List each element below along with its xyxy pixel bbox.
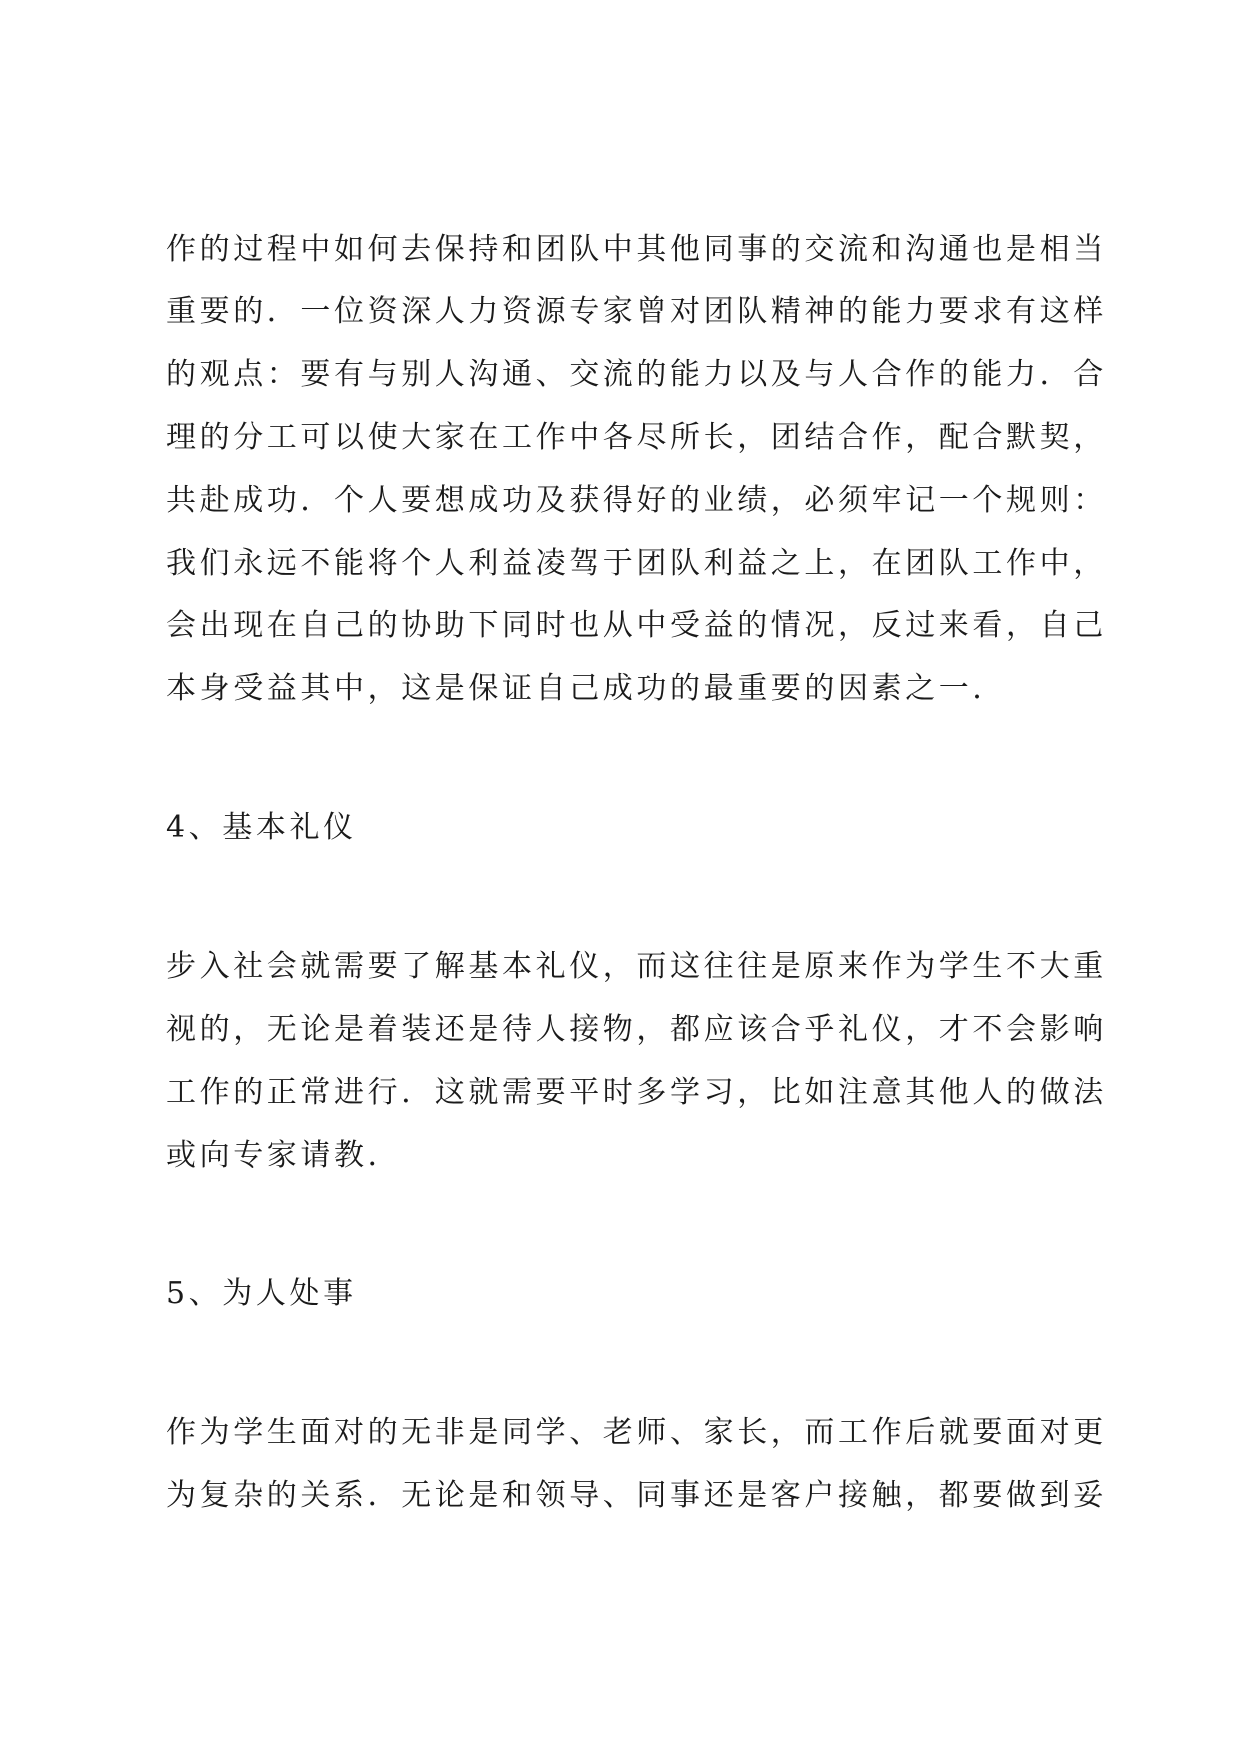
section-heading-conduct: 5、为人处事 xyxy=(166,1276,357,1311)
text-line: 我们永远不能将个人利益凌驾于团队利益之上，在团队工作中， xyxy=(166,546,1107,581)
text-line: 作的过程中如何去保持和团队中其他同事的交流和沟通也是相当 xyxy=(166,232,1107,267)
text-line: 作为学生面对的无非是同学、老师、家长，而工作后就要面对更 xyxy=(166,1415,1107,1450)
text-line: 共赴成功．个人要想成功及获得好的业绩，必须牢记一个规则： xyxy=(166,483,1107,518)
text-line: 理的分工可以使大家在工作中各尽所长，团结合作，配合默契， xyxy=(166,420,1107,455)
text-line: 或向专家请教． xyxy=(166,1138,402,1173)
section-heading-basic-etiquette: 4、基本礼仪 xyxy=(166,810,357,845)
text-line: 步入社会就需要了解基本礼仪，而这往往是原来作为学生不大重 xyxy=(166,949,1107,984)
text-line: 视的，无论是着装还是待人接物，都应该合乎礼仪，才不会影响 xyxy=(166,1012,1107,1047)
text-line: 重要的．一位资深人力资源专家曾对团队精神的能力要求有这样 xyxy=(166,294,1107,329)
text-line: 的观点：要有与别人沟通、交流的能力以及与人合作的能力．合 xyxy=(166,357,1107,392)
text-line: 工作的正常进行．这就需要平时多学习，比如注意其他人的做法 xyxy=(166,1075,1107,1110)
text-line: 为复杂的关系．无论是和领导、同事还是客户接触，都要做到妥 xyxy=(166,1478,1107,1513)
text-line: 本身受益其中，这是保证自己成功的最重要的因素之一． xyxy=(166,671,1006,706)
text-line: 会出现在自己的协助下同时也从中受益的情况，反过来看，自己 xyxy=(166,608,1107,643)
